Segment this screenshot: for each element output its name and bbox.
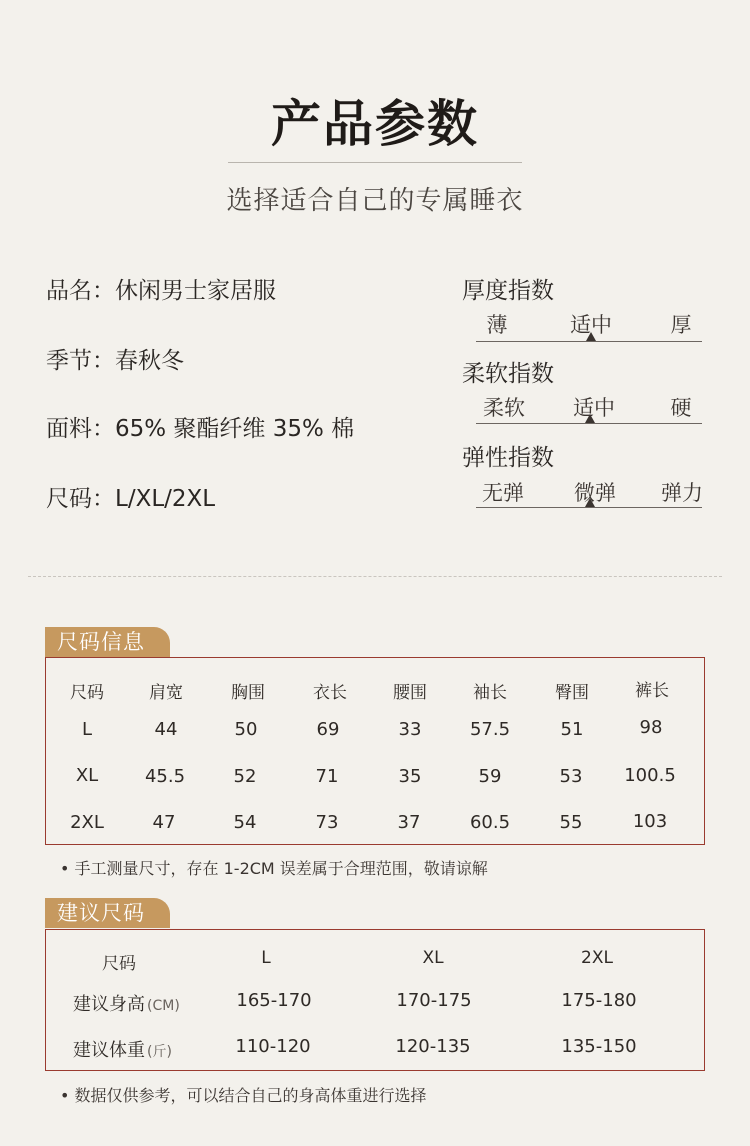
recommend-cell: 170-175 — [396, 990, 472, 1011]
recommend-weight-text: 建议体重 — [73, 1040, 145, 1061]
elasticity-label-none: 无弹 — [482, 481, 524, 505]
elasticity-scale-line — [476, 507, 702, 508]
recommend-header-2xl: 2XL — [581, 948, 613, 968]
size-header-chest: 胸围 — [231, 683, 265, 703]
size-header-pants: 裤长 — [635, 681, 669, 701]
spec-separator: ： — [92, 278, 115, 304]
recommend-cell: 135-150 — [561, 1036, 637, 1057]
softness-index-title: 柔软指数 — [462, 361, 554, 387]
recommend-height-unit: (CM) — [147, 998, 180, 1014]
size-cell: 100.5 — [624, 765, 676, 786]
thickness-index-title: 厚度指数 — [462, 278, 554, 304]
spec-separator: ： — [92, 348, 115, 374]
recommend-tag: 建议尺码 — [45, 898, 170, 928]
recommend-note: • 数据仅供参考，可以结合自己的身高体重进行选择 — [60, 1086, 427, 1105]
thickness-label-medium: 适中 — [570, 313, 612, 337]
spec-label: 面料 — [46, 416, 92, 442]
size-cell: 54 — [233, 812, 257, 833]
recommend-cell: 165-170 — [236, 990, 312, 1011]
size-cell: 60.5 — [469, 812, 511, 833]
size-cell: 73 — [315, 812, 339, 833]
size-cell: 50 — [234, 719, 258, 740]
softness-label-hard: 硬 — [670, 396, 692, 420]
size-cell: 35 — [398, 766, 422, 787]
size-cell: 52 — [233, 766, 257, 787]
size-header-shoulder: 肩宽 — [149, 683, 183, 703]
title-divider — [228, 162, 522, 163]
size-cell: 51 — [560, 719, 584, 740]
section-divider — [28, 576, 722, 577]
recommend-weight-label — [73, 1036, 172, 1062]
spec-value: L/XL/2XL — [115, 486, 216, 512]
thickness-marker-icon — [586, 332, 596, 341]
spec-name — [46, 272, 276, 305]
size-cell: 37 — [397, 812, 421, 833]
softness-label-soft: 柔软 — [483, 396, 525, 420]
recommend-header-xl: XL — [422, 948, 444, 968]
spec-label: 尺码 — [46, 486, 92, 512]
size-header-waist: 腰围 — [393, 683, 427, 703]
recommend-cell: 175-180 — [561, 990, 637, 1011]
thickness-label-thick: 厚 — [670, 313, 692, 337]
softness-label-medium: 适中 — [573, 396, 615, 420]
size-cell: 47 — [152, 812, 176, 833]
softness-marker-icon — [585, 414, 595, 423]
recommend-cell: 110-120 — [235, 1036, 311, 1057]
recommend-header-l: L — [261, 948, 271, 968]
spec-separator: ： — [92, 416, 115, 442]
size-cell: 53 — [559, 766, 583, 787]
thickness-label-thin: 薄 — [486, 313, 508, 337]
page-subtitle: 选择适合自己的专属睡衣 — [226, 186, 524, 216]
recommend-cell: 120-135 — [395, 1036, 471, 1057]
size-cell: 69 — [316, 719, 340, 740]
elasticity-label-elastic: 弹力 — [661, 481, 703, 505]
elasticity-index-title: 弹性指数 — [462, 445, 554, 471]
spec-value: 65% 聚酯纤维 35% 棉 — [115, 416, 355, 442]
size-cell: 57.5 — [469, 719, 511, 740]
size-cell: 55 — [559, 812, 583, 833]
page-title: 产品参数 — [271, 95, 479, 153]
spec-separator: ： — [92, 486, 115, 512]
recommend-weight-unit: (斤) — [147, 1044, 172, 1060]
size-cell: 98 — [639, 717, 663, 738]
thickness-scale-line — [476, 341, 702, 342]
softness-scale-line — [476, 423, 702, 424]
elasticity-marker-icon — [585, 498, 595, 507]
recommend-height-text: 建议身高 — [73, 994, 145, 1015]
size-cell: 45.5 — [144, 766, 186, 787]
size-cell: 44 — [154, 719, 178, 740]
size-cell: L — [81, 719, 93, 740]
size-info-note: • 手工测量尺寸，存在 1-2CM 误差属于合理范围，敬请谅解 — [60, 859, 488, 878]
elasticity-label-slight: 微弹 — [574, 481, 616, 505]
size-cell: XL — [75, 765, 99, 786]
size-info-table — [45, 657, 705, 845]
size-cell: 71 — [315, 766, 339, 787]
size-header-size: 尺码 — [70, 683, 104, 703]
size-header-length: 衣长 — [313, 683, 347, 703]
recommend-height-label — [73, 990, 180, 1016]
size-cell: 2XL — [70, 812, 104, 833]
size-header-sleeve: 袖长 — [473, 683, 507, 703]
size-header-hip: 臀围 — [555, 683, 589, 703]
spec-value: 春秋冬 — [115, 348, 184, 374]
spec-season — [46, 342, 184, 375]
recommend-header-size: 尺码 — [102, 954, 136, 974]
size-cell: 59 — [478, 766, 502, 787]
spec-size — [46, 480, 215, 513]
spec-label: 季节 — [46, 348, 92, 374]
size-cell: 33 — [398, 719, 422, 740]
spec-label: 品名 — [46, 278, 92, 304]
size-cell: 103 — [632, 811, 668, 832]
size-info-tag: 尺码信息 — [45, 627, 170, 657]
spec-value: 休闲男士家居服 — [115, 278, 276, 304]
spec-fabric — [46, 410, 354, 443]
